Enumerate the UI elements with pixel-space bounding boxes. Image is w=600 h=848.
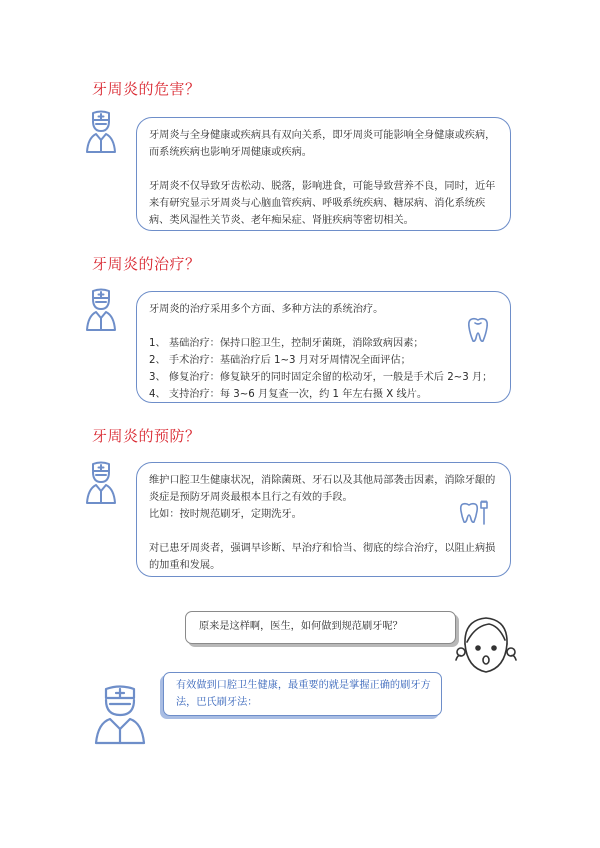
prevention-info-box [136,462,511,577]
tooth-icon [466,316,490,344]
treatment-item-3: 3、 修复治疗：修复缺牙的同时固定余留的松动牙，一般是手术后 2~3 月； [149,372,493,383]
section-title-harm: 牙周炎的危害？ [92,80,201,98]
treatment-item-1: 1、 基础治疗：保持口腔卫生，控制牙菌斑，消除致病因素； [149,338,424,349]
prevention-paragraph-1: 维护口腔卫生健康状况，消除菌斑、牙石以及其他局部袭击因素，消除牙龈的炎症是预防牙周炎最根本且行之有效的手段。 [149,475,496,503]
harm-info-box [136,117,511,231]
section-title-prevention: 牙周炎的预防？ [92,427,201,445]
prevention-paragraph-2: 比如：按时规范刷牙，定期洗牙。 [149,509,302,520]
doctor-answer-bubble [163,672,442,716]
harm-paragraph-2: 牙周炎不仅导致牙齿松动、脱落，影响进食，可能导致营养不良，同时，近年来有研究显示牙周炎与心脑血管疾病、呼吸系统疾病、糖尿病、消化系统疾病、类风湿性关节炎、老年痴呆症、肾脏疾病等密切相关。 [149,181,496,226]
doctor-answer-text: 有效做到口腔卫生健康，最重要的就是掌握正确的刷牙方法，巴氏刷牙法： [176,680,431,708]
section-title-treatment: 牙周炎的治疗？ [92,255,201,273]
harm-paragraph-1: 牙周炎与全身健康或疾病具有双向关系，即牙周炎可能影响全身健康或疾病，而系统疾病也影响牙周健康或疾病。 [149,130,496,158]
patient-question-bubble [185,611,456,644]
treatment-intro: 牙周炎的治疗采用多个方面、多种方法的系统治疗。 [149,304,384,315]
treatment-item-4: 4、 支持治疗：每 3~6 月复查一次，约 1 年左右摄 X 线片。 [149,389,428,400]
treatment-item-2: 2、 手术治疗：基础治疗后 1~3 月对牙周情况全面评估； [149,355,411,366]
doctor-icon [92,685,148,745]
doctor-icon [84,110,118,154]
doctor-icon [84,461,118,505]
treatment-info-box [136,291,511,403]
patient-question-text: 原来是这样啊，医生，如何做到规范刷牙呢？ [199,621,403,632]
tooth-toothbrush-icon [459,500,491,526]
doctor-icon [84,288,118,332]
girl-avatar-icon [455,612,517,678]
prevention-paragraph-3: 对已患牙周炎者，强调早诊断、早治疗和恰当、彻底的综合治疗，以阻止病损的加重和发展。 [149,543,496,571]
